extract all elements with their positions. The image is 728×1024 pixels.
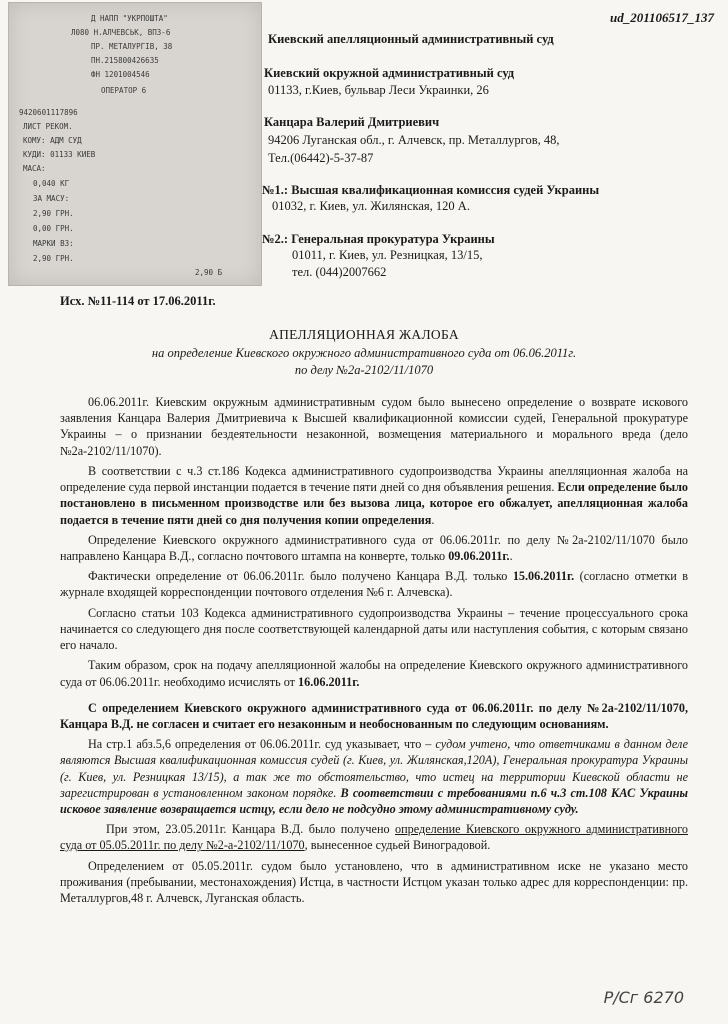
plaintiff-address: 94206 Луганская обл., г. Алчевск, пр. Металлургов, 48, <box>268 133 560 147</box>
receipt-line: 2,90 ГРН. <box>33 254 74 263</box>
respondent-2-label: №2.: <box>262 232 289 246</box>
text-span-underlined: определение Киевского окружного административного суда от 05.05.2011г. по делу №2-а-2102/11/1070 <box>60 822 688 853</box>
receipt-line: Л080 Н.АЛЧЕВСЬК, ВПЗ-6 <box>71 28 171 37</box>
receipt-line: ЛИСТ РЕКОМ. <box>23 122 73 131</box>
text-span: Фактически определение от 06.06.2011г. было получено Канцара В.Д. только <box>88 569 513 584</box>
district-court-address: 01133, г.Киев, бульвар Леси Украинки, 26 <box>268 83 489 97</box>
document-subtitle <box>0 345 728 379</box>
text-span-bold: Если определение было постановлено в письменном производстве или без вызова лица, которое его обжалует, апелляционная жалоба подается в течение пяти дней со дня получения копии определения <box>60 480 689 527</box>
receipt-line: 0,00 ГРН. <box>33 224 74 233</box>
paragraph <box>60 657 688 689</box>
addressee-appeal-court: Киевский апелляционный административный суд <box>268 32 554 46</box>
text-span-bold-italic: В соответствии с требованиями п.6 ч.3 ст.108 КАС Украины исковое заявление возвращается истцу, если дело не подсудно этому административному суду. <box>60 785 688 817</box>
text-span-italic: судом учтено, что ответчиками в данном деле являются Высшая квалификационная комиссия судей (г. Киев, ул. Жилянская,120А), Генеральная прокуратура Украины (г. Киев, ул. Резницкая 13/15), а так же то обстоятельство, что истец на территории Киевской области не зарегистрирован в установленном законом порядке. <box>60 737 688 800</box>
paragraph-bold: С определением Киевского окружного административного суда от 06.06.2011г. по делу №2а-2102/11/1070, Канцара В.Д. не согласен и считает его незаконным и необоснованным по следующим основаниям. <box>60 700 688 731</box>
text-span: . <box>509 548 513 563</box>
receipt-line: ПН.215800426635 <box>91 56 159 65</box>
text-span: Определение Киевского окружного административного суда от 06.06.2011г. по делу №2а-2102/11/1070 было направлено Канцара В.Д., согласно почтового штампа на конверте, только <box>60 532 688 563</box>
receipt-line: ПР. МЕТАЛУРГIВ, 38 <box>91 42 173 51</box>
respondent-1-label: №1.: <box>262 183 289 197</box>
respondent-2-phone: тел. (044)2007662 <box>292 265 387 279</box>
postal-receipt-stamp <box>8 2 262 286</box>
text-span: (согласно отметки в журнале входящей корреспонденции почтового отделения №6 г. Алчевска). <box>60 569 688 600</box>
paragraph: Согласно статьи 103 Кодекса административного судопроизводства Украины – течение процессуального срока начинается со следующего дня после соответствующей календарной даты или наступления события, с которым связано его начало. <box>60 605 688 653</box>
receipt-line: КОМУ: АДМ СУД <box>23 136 82 145</box>
text-span-bold: 16.06.2011г. <box>298 674 360 689</box>
outgoing-number: Исх. №11-114 от 17.06.2011г. <box>60 294 216 308</box>
receipt-line: Д НАПП "УКРПОШТА" <box>91 14 168 23</box>
receipt-line: 2,90 Б <box>195 268 223 277</box>
text-span: При этом, 23.05.2011г. Канцара В.Д. было получено <box>106 822 396 837</box>
plaintiff-phone: Тел.(06442)-5-37-87 <box>268 151 374 165</box>
plaintiff-name: Канцара Валерий Дмитриевич <box>264 115 440 129</box>
receipt-line: ЗА МАСУ: <box>33 194 70 203</box>
text-span: . <box>431 512 435 527</box>
receipt-line: 9420601117896 <box>19 108 78 117</box>
subtitle-line-2: по делу №2а-2102/11/1070 <box>294 362 434 377</box>
text-span: , вынесенное судьей Виноградовой. <box>304 838 491 853</box>
text-span: В соответствии с ч.3 ст.186 Кодекса административного судопроизводства Украины апелляционная жалоба на определение суда первой инстанции подается в течение пяти дней со дня объявления решения. <box>60 463 688 495</box>
text-span: На стр.1 абз.5,6 определения от 06.06.2011г. суд указывает, что – <box>88 737 436 752</box>
handwritten-signature: Р/Сг 6270 <box>603 988 684 1007</box>
text-span: Таким образом, срок на подачу апелляционной жалобы на определение Киевского окружного административного суда от 06.06.2011г. необходимо исчислять от <box>60 658 688 689</box>
paragraph: Определением от 05.05.2011г. судом было установлено, что в административном иске не указано место проживания (пребывании, местонахождения) Истца, в частности Истцом указан только адрес для корреспонденции: пр. Металлургов,48 г. Алчевск, Луганская область. <box>60 858 688 906</box>
receipt-line: МАСА: <box>23 164 46 173</box>
paragraph <box>60 463 688 528</box>
paragraph <box>60 736 688 817</box>
receipt-line: ФН 1201004546 <box>91 70 150 79</box>
respondent-1-name: Высшая квалификационная комиссия судей Украины <box>291 183 600 197</box>
text-span-bold: 15.06.2011г. <box>512 569 575 584</box>
paragraph <box>60 532 688 564</box>
addressee-district-court: Киевский окружной административный суд <box>264 66 515 80</box>
document-body <box>60 394 688 910</box>
paragraph <box>60 821 688 853</box>
respondent-1-address: 01032, г. Киев, ул. Жилянская, 120 А. <box>272 199 470 213</box>
document-id: ud_201106517_137 <box>609 10 714 25</box>
receipt-line: 2,90 ГРН. <box>33 209 74 218</box>
receipt-line: 0,040 КГ <box>33 179 70 188</box>
subtitle-line-1: на определение Киевского окружного административного суда от 06.06.2011г. <box>151 346 577 360</box>
receipt-line: КУДИ: 01133 КИЕВ <box>23 150 96 159</box>
receipt-line: ОПЕРАТОР 6 <box>101 86 147 95</box>
document-title: АПЕЛЛЯЦИОННАЯ ЖАЛОБА <box>269 327 459 342</box>
text-span-bold: 09.06.2011г. <box>448 548 510 563</box>
respondent-2-name: Генеральная прокуратура Украины <box>291 232 495 246</box>
paragraph: 06.06.2011г. Киевским окружным административным судом было вынесено определение о возврате искового заявления Канцара Валерия Дмитриевича к Высшей квалификационной комиссии судей, Генеральной прокуратуре Украины – о признании бездеятельности незаконной, возмещения материального и морального вреда (дело №2а-2102/11/1070). <box>60 395 688 458</box>
paragraph <box>60 568 688 600</box>
respondent-2-address: 01011, г. Киев, ул. Резницкая, 13/15, <box>292 248 483 262</box>
receipt-line: МАРКИ ВЗ: <box>33 239 74 248</box>
